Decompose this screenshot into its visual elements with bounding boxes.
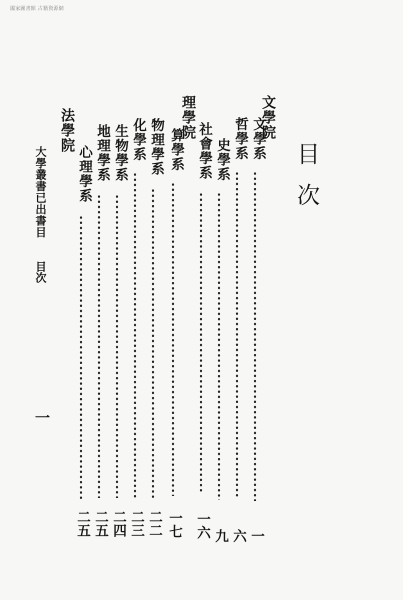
entry-label: 社會學系 — [196, 122, 212, 180]
toc-entry — [74, 145, 92, 549]
running-section: 目次 — [34, 261, 47, 283]
toc-entry — [128, 118, 146, 548]
toc-entry — [92, 124, 110, 548]
toc-entry — [230, 117, 248, 547]
entry-page: 一六 — [194, 512, 210, 539]
entry-page: 二五 — [92, 510, 108, 537]
entry-page: 二五 — [74, 510, 90, 537]
entry-label: 地理學系 — [94, 124, 110, 182]
leader-dots — [151, 188, 155, 498]
watermark: 國家圖書館 古籍資源網 — [10, 6, 64, 12]
college-heading-fa: 法學院 — [59, 108, 75, 153]
entry-page: 二四 — [110, 510, 126, 537]
leader-dots — [79, 215, 83, 499]
leader-dots — [217, 192, 221, 500]
entry-label: 文學系 — [250, 117, 266, 161]
leader-dots — [199, 192, 203, 492]
entry-page: 二二 — [146, 510, 162, 537]
folio-number: 一 — [33, 410, 51, 425]
leader-dots — [115, 194, 119, 498]
entry-page: 六 — [230, 529, 246, 543]
toc-entry — [194, 122, 212, 550]
entry-label: 心理學系 — [76, 145, 92, 203]
running-title: 大學叢書已出書目 — [34, 146, 47, 238]
entry-label: 物理學系 — [148, 118, 164, 176]
entry-label: 化學系 — [130, 118, 146, 162]
entry-label: 算學系 — [168, 128, 184, 172]
toc-entry — [212, 138, 230, 548]
leader-dots — [235, 171, 239, 499]
leader-dots — [133, 172, 137, 498]
toc-entry — [110, 124, 128, 548]
page-title: 目次 — [293, 142, 319, 224]
entry-label: 哲學系 — [232, 117, 248, 161]
toc-entry — [166, 128, 184, 548]
leader-dots — [97, 194, 101, 498]
college-heading-li: 理學院 — [180, 95, 196, 140]
entry-label: 生物學系 — [112, 124, 128, 182]
toc-entry — [146, 118, 164, 548]
college-heading-wen: 文學院 — [260, 95, 276, 140]
entry-page: 一 — [248, 529, 264, 543]
leader-dots — [171, 182, 175, 496]
entry-page: 二三 — [128, 510, 144, 537]
leader-dots — [253, 171, 257, 501]
toc-entry — [248, 117, 266, 547]
entry-page: 九 — [212, 529, 228, 543]
entry-page: 一七 — [166, 511, 182, 538]
entry-label: 史學系 — [214, 138, 230, 182]
